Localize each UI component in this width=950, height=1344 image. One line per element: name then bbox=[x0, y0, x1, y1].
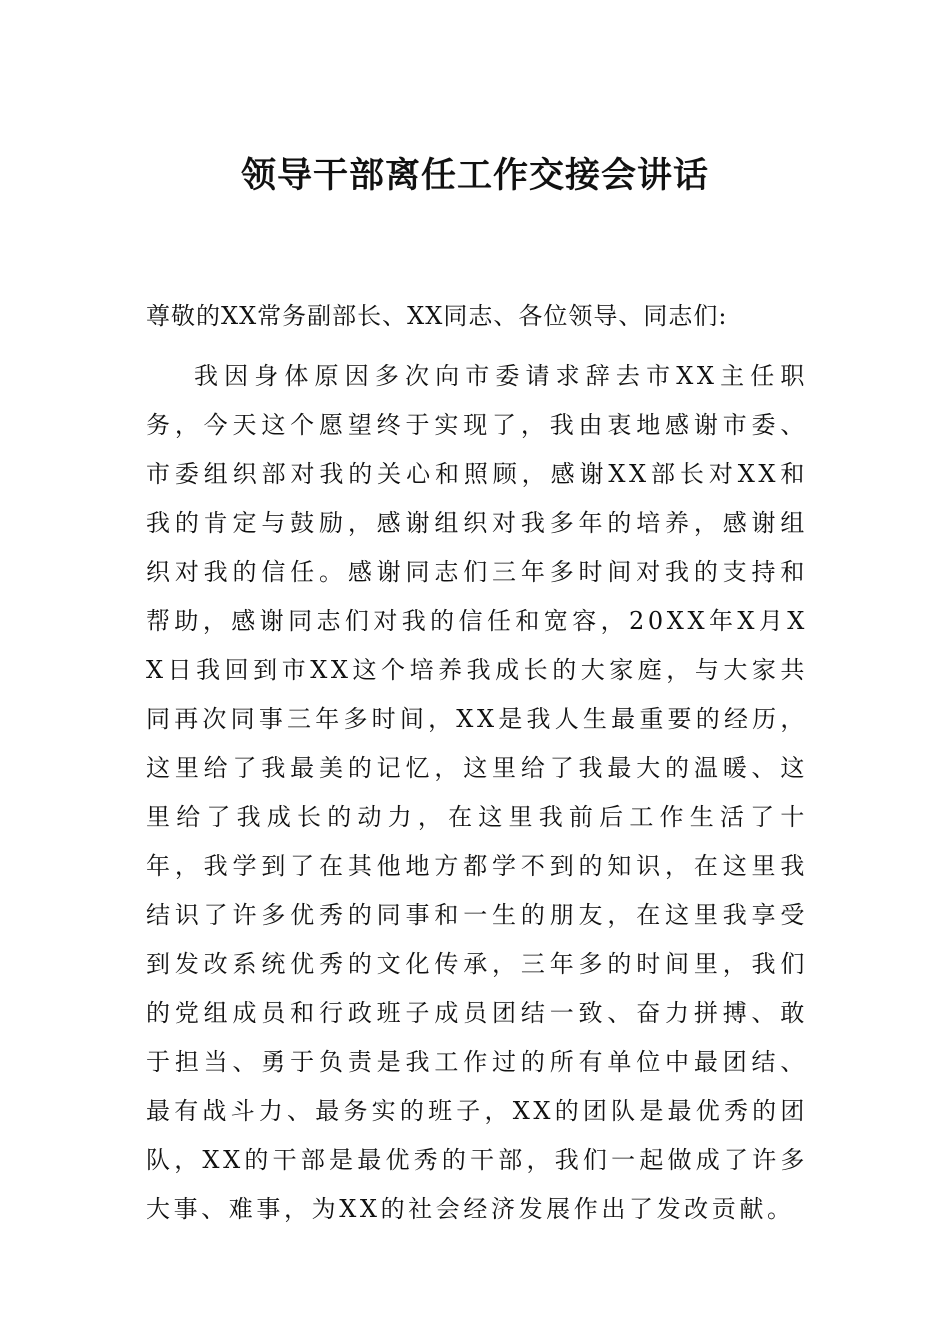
salutation-line: 尊敬的XX常务副部长、XX同志、各位领导、同志们: bbox=[146, 302, 728, 330]
body-paragraph: 我因身体原因多次向市委请求辞去市XX主任职务，今天这个愿望终于实现了，我由衷地感谢市委、市委组织部对我的关心和照顾，感谢XX部长对XX和我的肯定与鼓励，感谢组织对我多年的培养，感谢组织对我的信任。感谢同志们三年多时间对我的支持和帮助，感谢同志们对我的信任和宽容，20XX年X月XX日我回到市XX这个培养我成长的大家庭，与大家共同再次同事三年多时间，XX是我人生最重要的经历，这里给了我最美的记忆，这里给了我最大的温暖、这里给了我成长的动力，在这里我前后工作生活了十年，我学到了在其他地方都学不到的知识，在这里我结识了许多优秀的同事和一生的朋友，在这里我享受到发改系统优秀的文化传承，三年多的时间里，我们的党组成员和行政班子成员团结一致、奋力拼搏、敢于担当、勇于负责是我工作过的所有单位中最团结、最有战斗力、最务实的班子，XX的团队是最优秀的团队，XX的干部是最优秀的干部，我们一起做成了许多大事、难事，为XX的社会经济发展作出了发改贡献。 bbox=[146, 362, 808, 1223]
document-title: 领导干部离任工作交接会讲话 bbox=[240, 155, 709, 196]
